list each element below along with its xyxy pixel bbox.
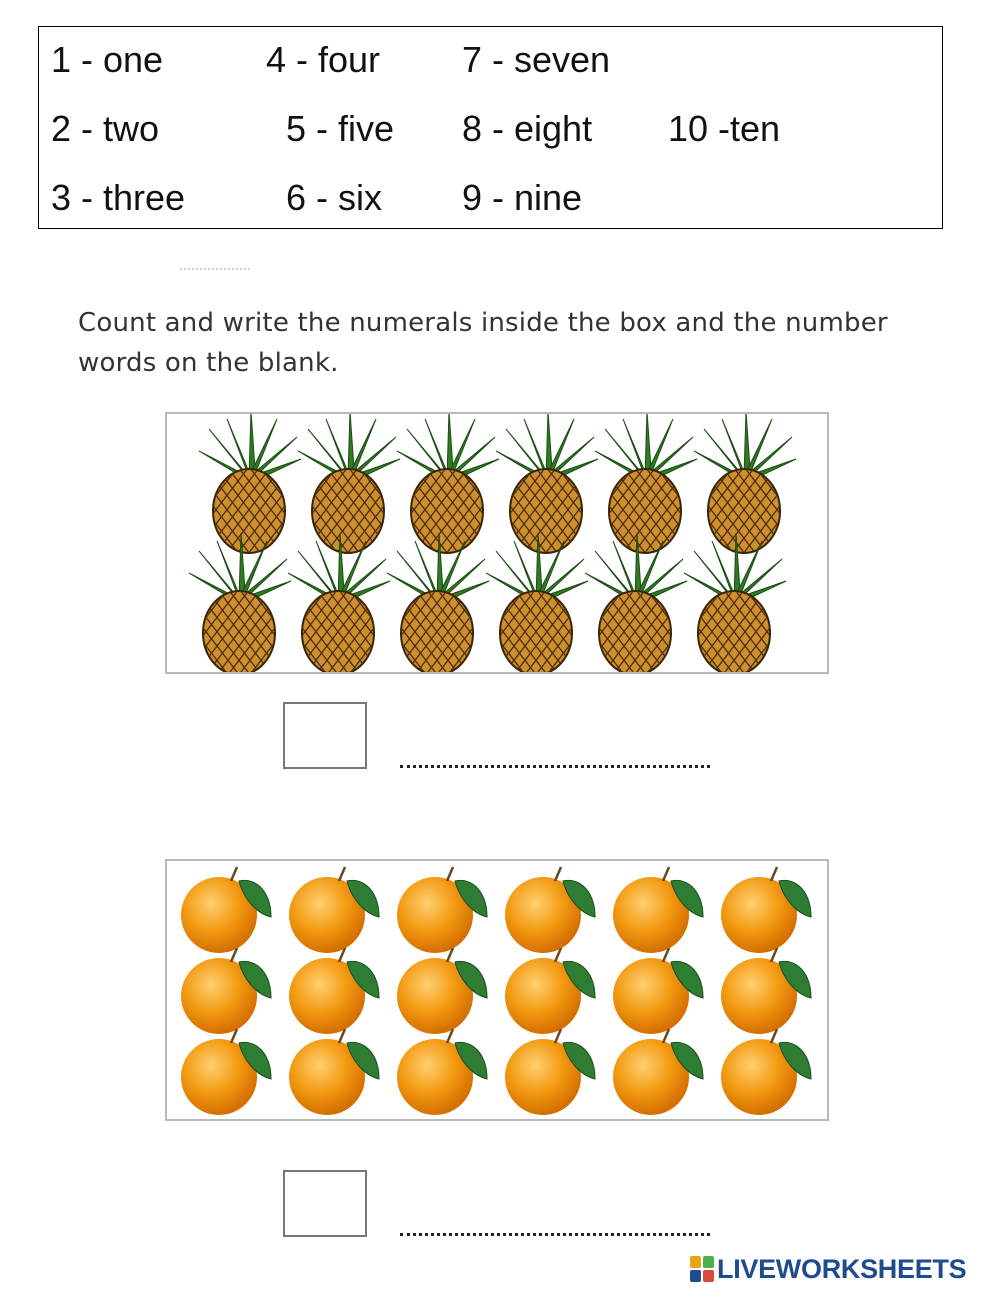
orange [397, 1029, 487, 1115]
orange [181, 867, 271, 953]
orange [397, 948, 487, 1034]
orange [613, 948, 703, 1034]
pineapple-illustration [167, 414, 827, 672]
instruction-text: Count and write the numerals inside the box and the number words on the blank. [78, 308, 888, 378]
pineapple-word-answer-blank[interactable] [400, 765, 710, 768]
orange [289, 1029, 379, 1115]
liveworksheets-logo[interactable] [690, 1252, 966, 1286]
ref-nine: 9 - nine [462, 177, 583, 218]
orange [181, 1029, 271, 1115]
ref-ten: 10 -ten [668, 108, 781, 149]
ref-five: 5 - five [286, 108, 395, 149]
orange [505, 867, 595, 953]
orange-word-answer-blank[interactable] [400, 1233, 710, 1236]
orange [721, 948, 811, 1034]
orange [181, 948, 271, 1034]
ref-six: 6 - six [286, 177, 383, 218]
orange [505, 948, 595, 1034]
ref-two: 2 - two [51, 108, 160, 149]
orange-illustration [167, 861, 827, 1119]
orange [613, 1029, 703, 1115]
orange [397, 867, 487, 953]
orange [721, 1029, 811, 1115]
liveworksheets-logo-text: LIVEWORKSHEETS [717, 1253, 967, 1284]
orange-picture-frame [165, 859, 829, 1121]
ref-three: 3 - three [51, 177, 186, 218]
orange [289, 948, 379, 1034]
ref-one: 1 - one [51, 39, 164, 80]
ref-seven: 7 - seven [462, 39, 611, 80]
orange [721, 867, 811, 953]
liveworksheets-mark-icon [690, 1256, 714, 1282]
orange [289, 867, 379, 953]
faint-mark [180, 268, 250, 272]
orange [613, 867, 703, 953]
orange [505, 1029, 595, 1115]
ref-four: 4 - four [266, 39, 381, 80]
pineapple-picture-frame [165, 412, 829, 674]
pineapple-numeral-answer-box[interactable] [283, 702, 367, 769]
orange-numeral-answer-box[interactable] [283, 1170, 367, 1237]
ref-eight: 8 - eight [462, 108, 593, 149]
